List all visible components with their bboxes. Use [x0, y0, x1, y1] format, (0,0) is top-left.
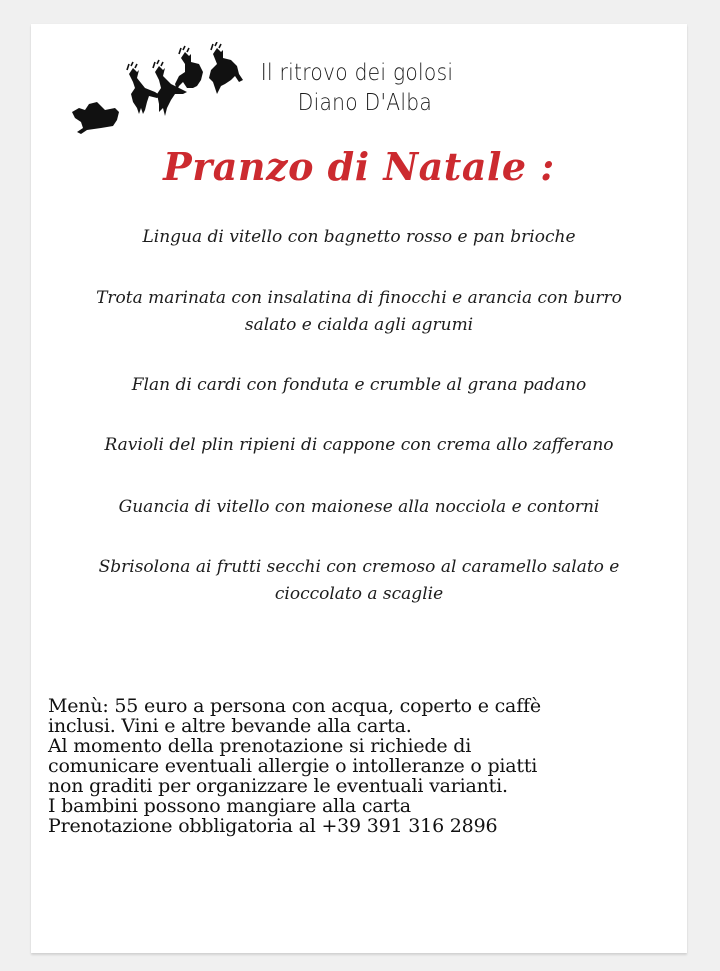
- menu-dish-3: [71, 372, 647, 399]
- notes-line-drinks: inclusi. Vini e altre bevande alla carta.: [48, 715, 412, 737]
- restaurant-name: Il ritrovo dei golosi: [260, 60, 454, 86]
- notes-line-allergies: comunicare eventuali allergie o intolleranze o piatti: [48, 755, 538, 777]
- dish-line: Ravioli del plin ripieni di cappone con crema allo zafferano: [104, 435, 614, 455]
- dish-line: Guancia di vitello con maionese alla nocciola e contorni: [118, 497, 600, 517]
- dish-line: salato e cialda agli agrumi: [244, 315, 474, 335]
- dish-line: Flan di cardi con fonduta e crumble al grana padano: [131, 375, 587, 395]
- menu-dish-2: [71, 285, 647, 339]
- notes-line-booking-request: Al momento della prenotazione si richiede di: [48, 735, 472, 757]
- notes-line-phone: Prenotazione obbligatoria al +39 391 316 2896: [48, 815, 498, 837]
- dish-line: cioccolato a scaglie: [274, 584, 444, 604]
- restaurant-location: Diano D'Alba: [297, 90, 433, 116]
- menu-page: [31, 24, 687, 953]
- page-title: Pranzo di Natale :: [163, 144, 555, 189]
- dish-line: Lingua di vitello con bagnetto rosso e pan brioche: [142, 227, 576, 247]
- menu-dish-4: [71, 432, 647, 459]
- notes-line-variants: non graditi per organizzare le eventuali varianti.: [48, 775, 508, 797]
- restaurant-header: [247, 58, 467, 118]
- santa-sleigh-reindeer-icon: [67, 42, 252, 142]
- menu-notes: [48, 696, 648, 836]
- menu-dish-5: [71, 494, 647, 521]
- notes-line-price: Menù: 55 euro a persona con acqua, coperto e caffè: [48, 695, 541, 717]
- dish-line: Sbrisolona ai frutti secchi con cremoso al caramello salato e: [98, 557, 620, 577]
- menu-dish-6: [71, 554, 647, 608]
- notes-line-children: I bambini possono mangiare alla carta: [48, 795, 411, 817]
- menu-dish-1: [71, 224, 647, 251]
- dish-line: Trota marinata con insalatina di finocchi e arancia con burro: [96, 288, 622, 308]
